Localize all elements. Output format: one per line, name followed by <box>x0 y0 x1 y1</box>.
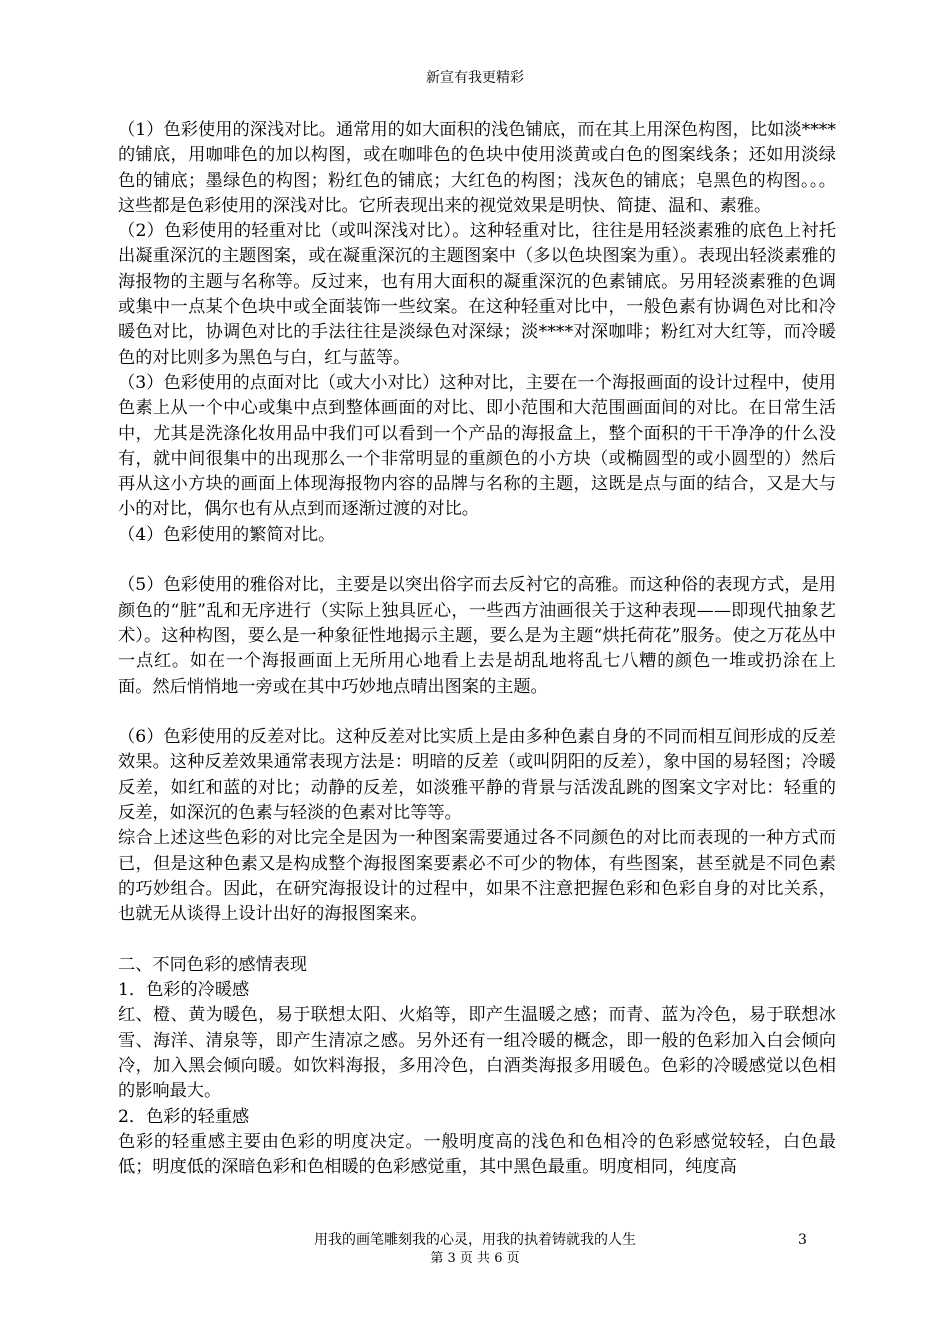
subheading-light-heavy: 2．色彩的轻重感 <box>118 1106 250 1127</box>
paragraph-summary: 综合上述这些色彩的对比完全是因为一种图案需要通过各不同颜色的对比而表现的一种方式而已，但是这种色素又是构成整个海报图案要素必不可少的物体，有些图案，甚至就是不同色素的巧妙组合。因此，在研究海报设计的过程中，如果不注意把握色彩和色彩自身的对比关系，也就无从谈得上设计出好的海报图案来。 <box>118 828 836 925</box>
paragraph-reverse-contrast: （6）色彩使用的反差对比。这种反差对比实质上是由多种色素自身的不同而相互间形成的反差效果。这种反差效果通常表现方法是：明暗的反差（或叫阴阳的反差），象中国的易轻图；冷暖反差，如红和蓝的对比；动静的反差，如淡雅平静的背景与活泼乱跳的图案文字对比：轻重的反差，如深沉的色素与轻淡的色素对比等等。 <box>118 727 836 824</box>
paragraph-light-heavy: 色彩的轻重感主要由色彩的明度决定。一般明度高的浅色和色相冷的色彩感觉较轻，白色最低；明度低的深暗色彩和色相暖的色彩感觉重，其中黑色最重。明度相同，纯度高 <box>118 1131 836 1178</box>
paragraph-depth-contrast: （1）色彩使用的深浅对比。通常用的如大面积的浅色铺底，而在其上用深色构图，比如淡****的铺底，用咖啡色的加以构图，或在咖啡色的色块中使用淡黄或白色的图案线条；还如用淡绿色的铺底；墨绿色的构图；粉红色的铺底；大红色的构图；浅灰色的铺底；皂黑色的构图。。。这些都是色彩使用的深浅对比。它所表现出来的视觉效果是明快、简捷、温和、素雅。 <box>118 120 836 216</box>
document-body <box>118 118 836 1180</box>
footer-page-number: 3 <box>798 1232 807 1248</box>
footer-motto: 用我的画笔雕刻我的心灵，用我的执着铸就我的人生 <box>314 1232 636 1248</box>
paragraph-warm-cold: 红、橙、黄为暖色，易于联想太阳、火焰等，即产生温暖之感；而青、蓝为冷色，易于联想冰雪、海洋、清泉等，即产生清凉之感。另外还有一组冷暖的概念，即一般的色彩加入白会倾向冷，加入黑会倾向暖。如饮料海报，多用冷色，白酒类海报多用暖色。色彩的冷暖感觉以色相的影响最大。 <box>118 1005 836 1102</box>
paragraph-weight-contrast: （2）色彩使用的轻重对比（或叫深浅对比）。这种轻重对比，往往是用轻淡素雅的底色上衬托出凝重深沉的主题图案，或在凝重深沉的主题图案中（多以色块图案为重）。表现出轻淡素雅的海报物的主题与名称等。反过来，也有用大面积的凝重深沉的色素铺底。另用轻淡素雅的色调或集中一点某个色块中或全面装饰一些纹案。在这种轻重对比中，一般色素有协调色对比和冷暖色对比，协调色对比的手法往往是淡绿色对深绿；淡****对深咖啡；粉红对大红等，而冷暖色的对比则多为黑色与白，红与蓝等。 <box>118 221 836 368</box>
page-header: 新宣有我更精彩 <box>426 70 524 86</box>
subheading-warm-cold: 1．色彩的冷暖感 <box>118 980 250 1001</box>
paragraph-elegance-contrast: （5）色彩使用的雅俗对比，主要是以突出俗字而去反衬它的高雅。而这种俗的表现方式，是用颜色的“脏”乱和无序进行（实际上独具匠心，一些西方油画很关于这种表现——即现代抽象艺术）。这种构图，要么是一种象征性地揭示主题，要么是为主题“烘托荷花”服务。使之万花丛中一点红。如在一个海报画面上无所用心地看上去是胡乱地将乱七八糟的颜色一堆或扔涂在上面。然后悄悄地一旁或在其中巧妙地点晴出图案的主题。 <box>118 575 836 697</box>
section-heading-emotion: 二、不同色彩的感情表现 <box>118 954 308 975</box>
blank-line <box>118 928 836 953</box>
footer-page-info: 第 3 页 共 6 页 <box>430 1251 520 1266</box>
blank-line <box>118 548 836 573</box>
paragraph-complexity-contrast: （4）色彩使用的繁简对比。 <box>118 524 336 545</box>
paragraph-point-area-contrast: （3）色彩使用的点面对比（或大小对比）这种对比，主要在一个海报画面的设计过程中，使用色素上从一个中心或集中点到整体画面的对比、即小范围和大范围画面间的对比。在日常生活中，尤其是洗涤化妆用品中我们可以看到一个产品的海报盒上，整个面积的干干净净的什么没有，就中间很集中的出现那么一个非常明显的重颜色的小方块（或椭圆型的或小圆型的）然后再从这小方块的画面上体现海报物内容的品牌与名称的主题，这既是点与面的结合，又是大与小的对比，偶尔也有从点到而逐渐过渡的对比。 <box>118 372 836 520</box>
blank-line <box>118 700 836 725</box>
